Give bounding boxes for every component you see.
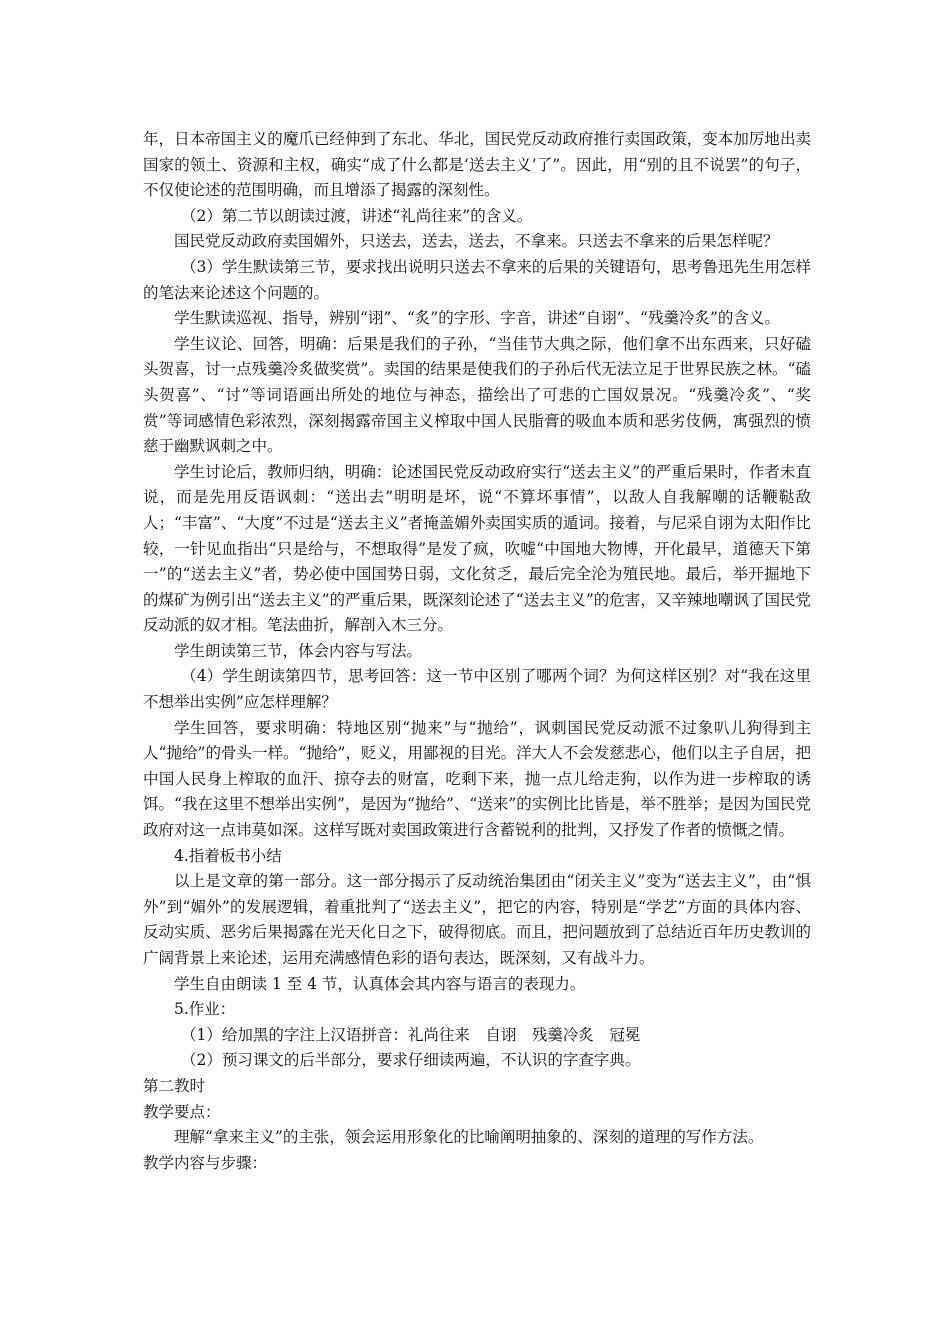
section-heading: 教学内容与步骤： (143, 1153, 268, 1172)
paragraph: 以上是文章的第一部分。这一部分揭示了反动统治集团由“闭关主义”变为“送去主义”，由“惧外”到“媚外”的发展逻辑，着重批判了“送去主义”，把它的内容，特别是“学艺”方面的具体内容、反动实质、恶劣后果揭露在光天化日之下，破得彻底。而且，把问题放到了总结近百年历史教训的广阔背景上来论述，运用充满感情色彩的语句表达，既深刻，又有战斗力。 (143, 872, 811, 967)
section-heading: 5.作业： (174, 1000, 236, 1019)
paragraph: 学生议论、回答，明确：后果是我们的子孙，“当佳节大典之际，他们拿不出东西来，只好磕头贺喜，讨一点残羹冷炙做奖赏”。卖国的结果是使我们的子孙后代无法立足于世界民族之林。“磕头贺喜”、“讨”等词语画出所处的地位与神态，描绘出了可悲的亡国奴景况。“残羹冷炙”、“奖赏”等词感情色彩浓烈，深刻揭露帝国主义榨取中国人民脂膏的吸血本质和恶劣伎俩，寓强烈的愤慈于幽默讽刺之中。 (143, 334, 811, 456)
section-heading: 教学要点： (143, 1102, 221, 1121)
paragraph: 学生自由朗读 1 至 4 节，认真体会其内容与语言的表现力。 (174, 974, 586, 993)
paragraph: （4）学生朗读第四节，思考回答：这一节中区别了哪两个词？为何这样区别？对“我在这里不想举出实例”应怎样理解？ (143, 667, 811, 712)
paragraph: 理解“拿来主义”的主张，领会运用形象化的比喻阐明抽象的、深刻的道理的写作方法。 (174, 1128, 764, 1147)
homework-item: （2）预习课文的后半部分，要求仔细读两遍，不认识的字查字典。 (181, 1051, 641, 1070)
document-body (143, 127, 811, 1176)
section-heading: 第二教时 (143, 1076, 206, 1095)
paragraph: 国民党反动政府卖国媚外，只送去，送去，送去，不拿来。只送去不拿来的后果怎样呢？ (174, 232, 779, 251)
paragraph: 年，日本帝国主义的魔爪已经伸到了东北、华北，国民党反动政府推行卖国政策，变本加厉地出卖国家的领土、资源和主权，确实“成了什么都是‘送去主义’了”。因此，用“别的且不说罢”的句子，不仅使论述的范围明确，而且增添了揭露的深刻性。 (143, 130, 811, 200)
paragraph: 学生朗读第三节，体会内容与写法。 (174, 641, 423, 660)
paragraph: 学生回答，要求明确：特地区别“抛来”与“抛给”，讽刺国民党反动派不过象叭儿狗得到主人“抛给”的骨头一样。“抛给”，贬义，用鄙视的目光。洋大人不会发慈悲心，他们以主子自居，把中国人民身上榨取的血汗、掠夺去的财富，吃剩下来，抛一点儿给走狗，以作为进一步榨取的诱饵。“我在这里不想举出实例”，是因为“抛给”、“送来”的实例比比皆是，举不胜举；是因为国民党政府对这一点讳莫如深。这样写既对卖国政策进行含蓄锐利的批判，又抒发了作者的愤慨之情。 (143, 718, 811, 840)
paragraph: 学生默读巡视、指导，辨别“诩”、“炙”的字形、字音，讲述“自诩”、“残羹冷炙”的含义。 (174, 309, 780, 328)
paragraph: （2）第二节以朗读过渡，讲述“礼尚往来”的含义。 (181, 206, 533, 225)
homework-item: （1）给加黑的字注上汉语拼音：礼尚往来 自诩 残羹冷炙 冠冕 (181, 1025, 641, 1044)
section-heading: 4.指着板书小结 (174, 846, 282, 865)
paragraph: 学生讨论后，教师归纳，明确：论述国民党反动政府实行“送去主义”的严重后果时，作者未直说，而是先用反语讽刺：“送出去”明明是坏，说“不算坏事情”，以敌人自我解嘲的话鞭鞑敌人；“丰富”、“大度”不过是“送去主义”者掩盖媚外卖国实质的遁词。接着，与尼采自诩为太阳作比较，一针见血指出“只是给与，不想取得”是发了疯，吹嘘“中国地大物博，开化最早，道德天下第一”的“送去主义”者，势必使中国国势日弱，文化贫乏，最后完全沦为殖民地。最后，举开掘地下的煤矿为例引出“送去主义”的严重后果，既深刻论述了“送去主义”的危害，又辛辣地嘲讽了国民党反动派的奴才相。笔法曲折，解剖入木三分。 (143, 462, 811, 635)
paragraph: （3）学生默读第三节，要求找出说明只送去不拿来的后果的关键语句，思考鲁迅先生用怎样的笔法来论述这个问题的。 (143, 257, 811, 302)
